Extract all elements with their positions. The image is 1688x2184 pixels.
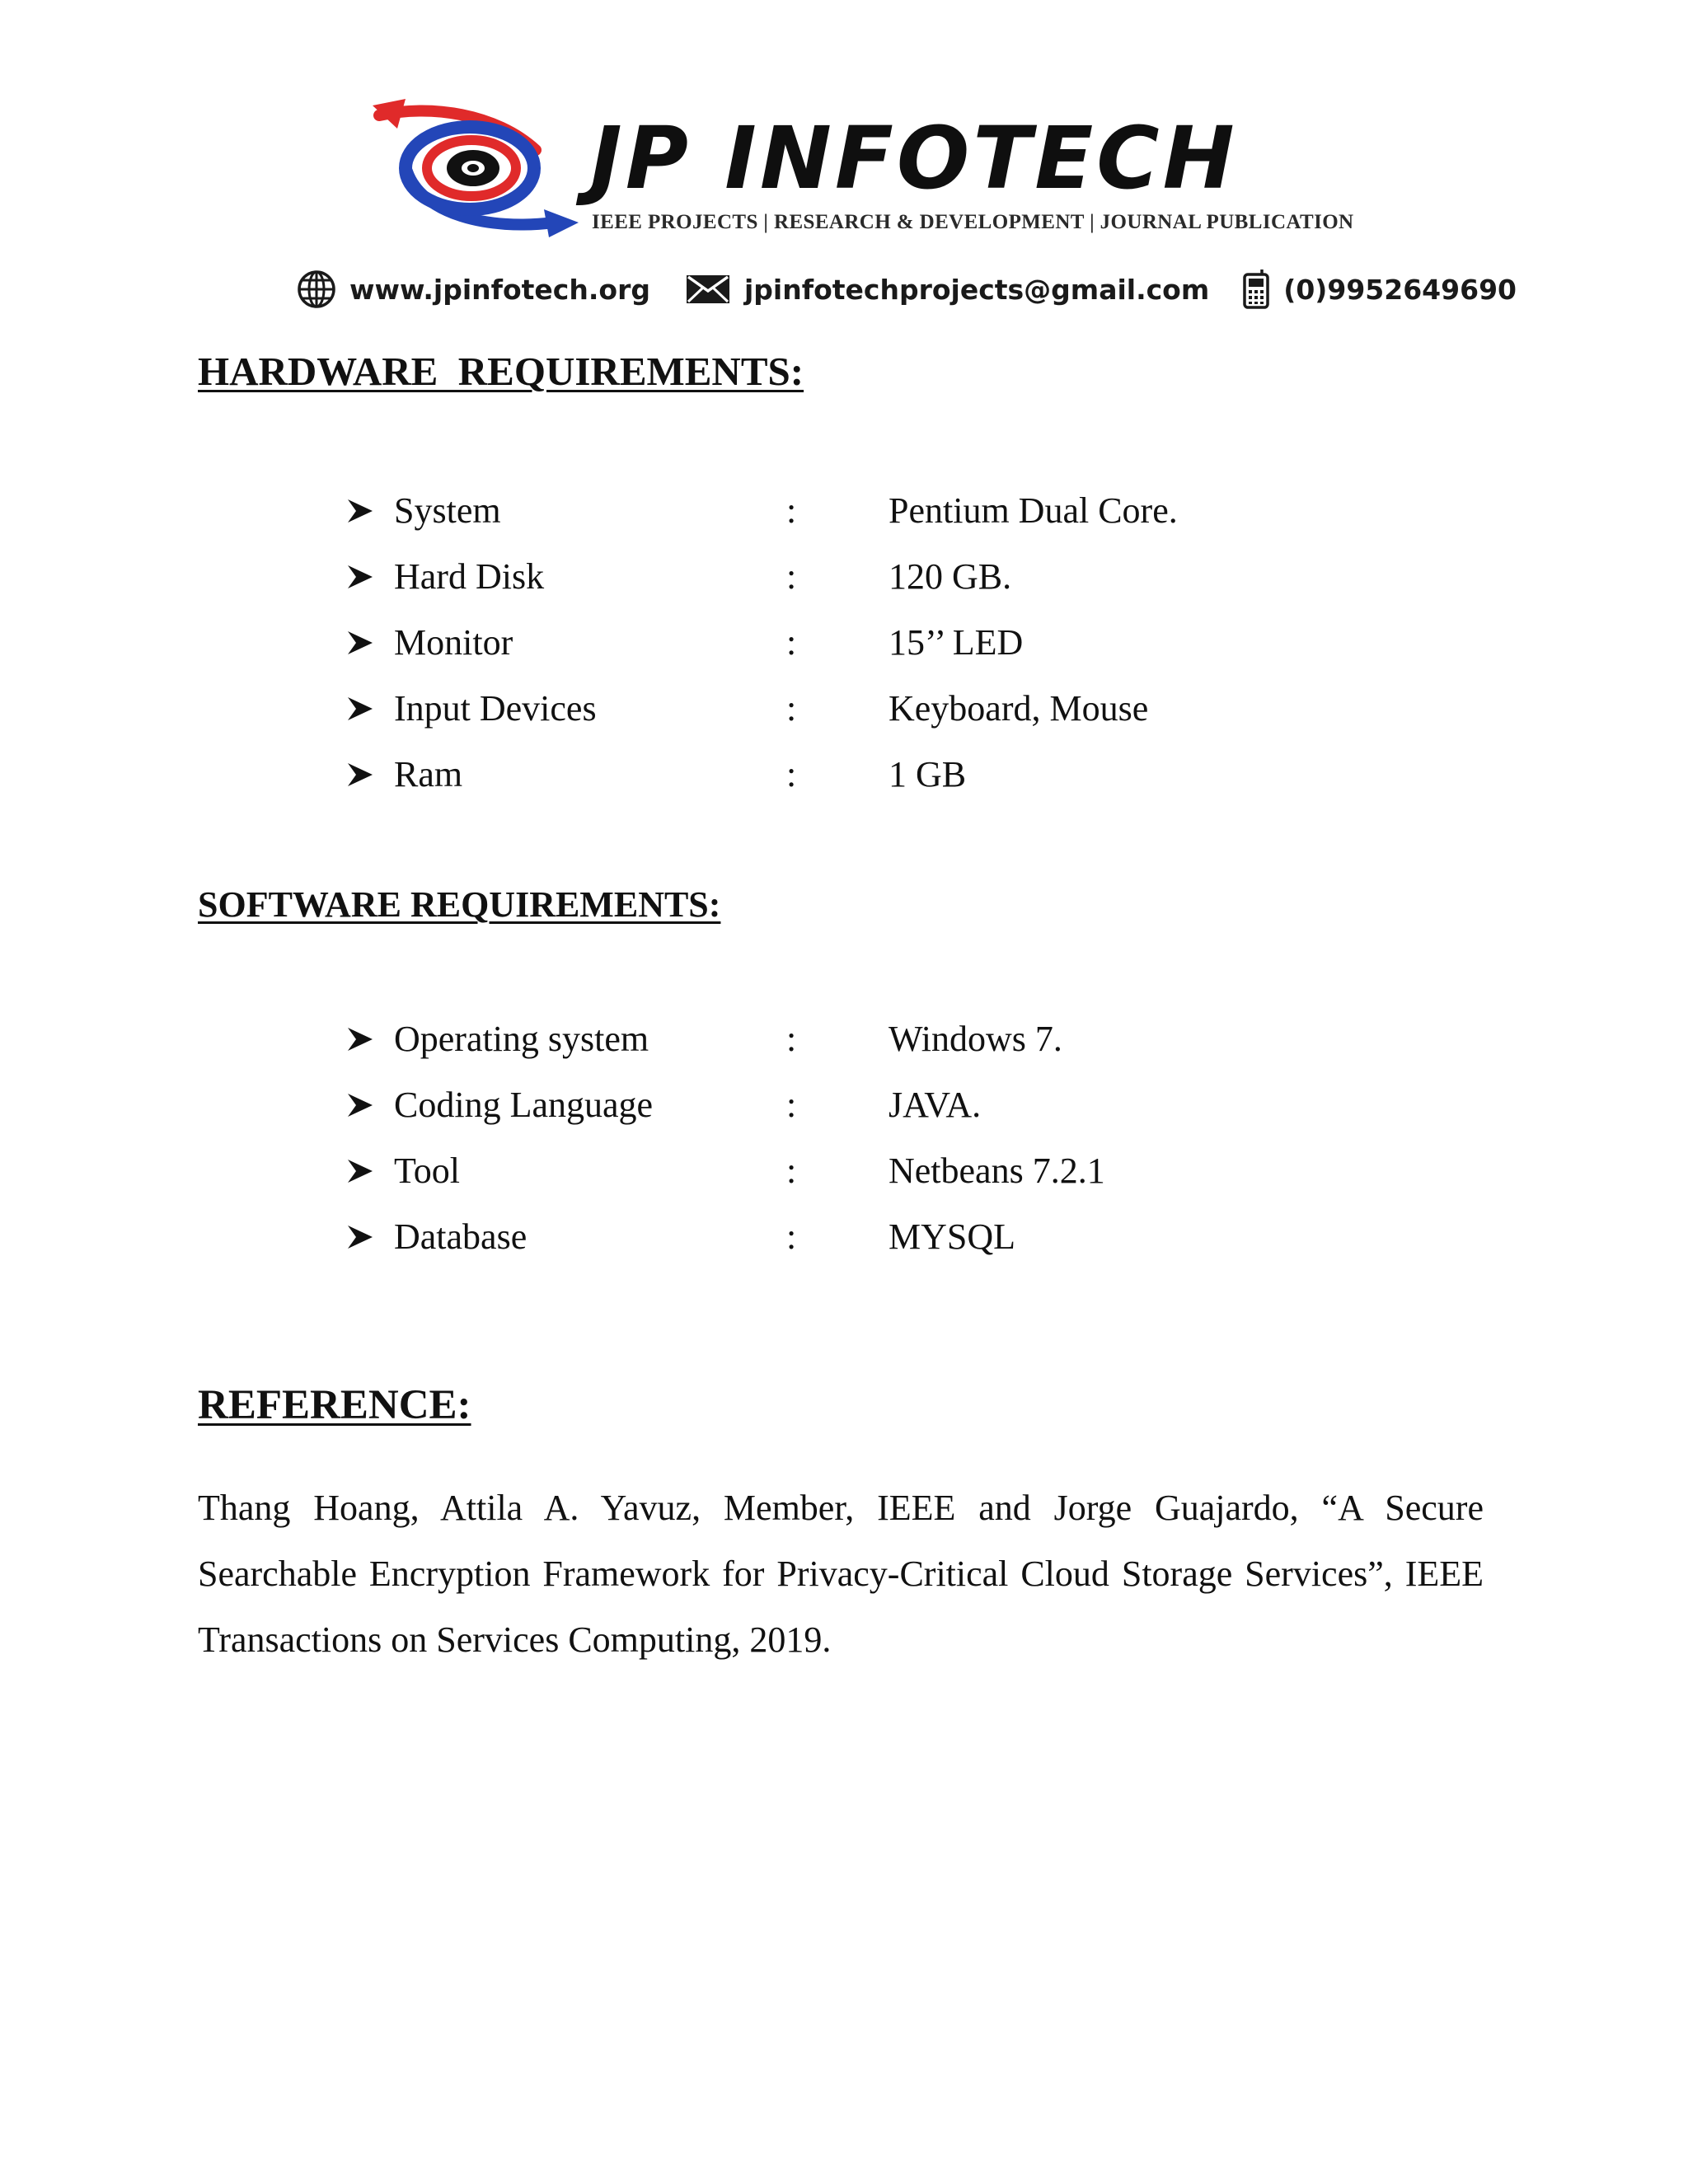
requirement-value: Keyboard, Mouse [889, 688, 1149, 729]
arrowhead-bullet-icon [346, 630, 374, 656]
requirement-name: System [394, 490, 501, 531]
requirement-name: Ram [394, 754, 463, 794]
requirement-separator: : [786, 1019, 797, 1059]
hardware-heading: HARDWARE REQUIREMENTS: [198, 349, 804, 394]
globe-icon [297, 269, 336, 309]
requirement-separator: : [786, 490, 797, 531]
requirement-value: 120 GB. [889, 556, 1012, 597]
contact-email[interactable] [685, 273, 1209, 306]
phone-icon [1242, 269, 1270, 309]
requirement-separator: : [786, 1216, 797, 1257]
email-text: jpinfotechprojects@gmail.com [743, 273, 1210, 306]
requirement-name: Tool [394, 1151, 461, 1191]
brand-tagline: IEEE PROJECTS | RESEARCH & DEVELOPMENT | JOURNAL PUBLICATION [592, 211, 1354, 233]
requirement-separator: : [786, 1085, 797, 1125]
contact-website[interactable] [297, 269, 650, 309]
requirement-separator: : [786, 1151, 797, 1191]
requirement-value: Pentium Dual Core. [889, 490, 1178, 531]
requirement-name: Monitor [394, 622, 513, 663]
requirement-value: 1 GB [889, 754, 967, 794]
arrowhead-bullet-icon [346, 696, 374, 722]
requirement-value: JAVA. [889, 1085, 982, 1125]
requirement-name: Operating system [394, 1019, 649, 1059]
requirement-value: Windows 7. [889, 1019, 1062, 1059]
requirement-separator: : [786, 754, 797, 794]
arrowhead-bullet-icon [346, 564, 374, 590]
requirement-value: MYSQL [889, 1216, 1016, 1257]
brand-logo-icon [373, 99, 579, 239]
requirement-name: Coding Language [394, 1085, 654, 1125]
contact-row [297, 269, 1517, 310]
requirement-value: Netbeans 7.2.1 [889, 1151, 1105, 1191]
website-text: www.jpinfotech.org [349, 273, 650, 306]
contact-phone[interactable] [1242, 269, 1517, 309]
requirement-name: Input Devices [394, 688, 597, 729]
requirement-name: Hard Disk [394, 556, 545, 597]
requirement-separator: : [786, 688, 797, 729]
reference-citation: Thang Hoang, Attila A. Yavuz, Member, IEEE and Jorge Guajardo, “A Secure Searchable Encryption Framework for Privacy-Critical Cloud Storage Services”, IEEE Transactions on Services Computing, 2019. [198, 1488, 1484, 1660]
envelope-icon [685, 273, 731, 306]
reference-heading: REFERENCE: [198, 1382, 471, 1428]
arrowhead-bullet-icon [346, 1092, 374, 1118]
requirement-name: Database [394, 1216, 528, 1257]
software-heading: SOFTWARE REQUIREMENTS: [198, 884, 721, 925]
arrowhead-bullet-icon [346, 762, 374, 788]
phone-text: (0)9952649690 [1283, 273, 1517, 306]
arrowhead-bullet-icon [346, 498, 374, 524]
arrowhead-bullet-icon [346, 1026, 374, 1052]
requirement-separator: : [786, 556, 797, 597]
arrowhead-bullet-icon [346, 1224, 374, 1250]
brand-name: JP INFOTECH [590, 108, 1238, 209]
requirement-separator: : [786, 622, 797, 663]
arrowhead-bullet-icon [346, 1158, 374, 1184]
requirement-value: 15’’ LED [889, 622, 1024, 663]
